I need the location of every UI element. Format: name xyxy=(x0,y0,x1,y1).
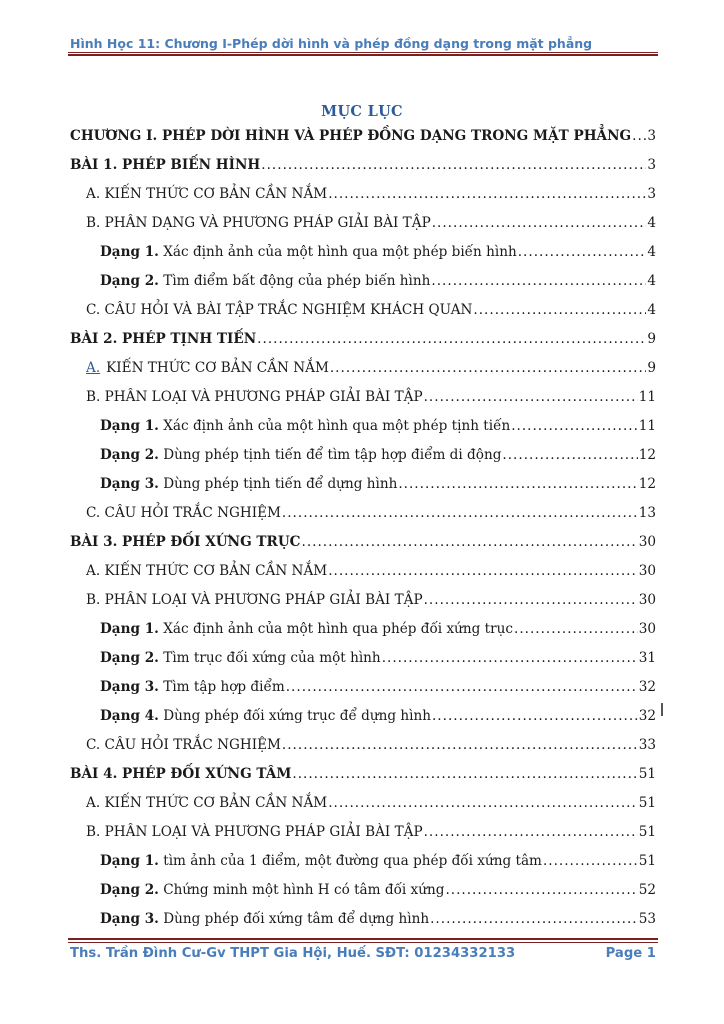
toc-entry-label xyxy=(100,441,501,470)
toc-entry[interactable] xyxy=(70,731,656,760)
toc-dot-leader xyxy=(445,876,637,905)
toc-dot-leader xyxy=(328,789,638,818)
toc-entry-text: A. KIẾN THỨC CƠ BẢN CẦN NẮM xyxy=(86,186,328,202)
toc-entry[interactable] xyxy=(70,325,656,354)
toc-entry-label xyxy=(86,383,423,412)
toc-dot-leader xyxy=(292,760,637,789)
toc-entry-page: 32 xyxy=(638,708,656,724)
toc-dot-leader xyxy=(330,354,646,383)
toc-entry[interactable] xyxy=(70,557,656,586)
toc-entry-page: 13 xyxy=(638,505,656,521)
toc-entry-page: 3 xyxy=(647,157,656,173)
toc-entry[interactable] xyxy=(70,789,656,818)
toc-dot-leader xyxy=(261,151,646,180)
toc-dot-leader xyxy=(518,238,647,267)
toc-entry[interactable] xyxy=(70,412,656,441)
toc-entry-page: 31 xyxy=(638,650,656,666)
toc-entry[interactable] xyxy=(70,644,656,673)
toc-entry-page: 11 xyxy=(638,389,656,405)
toc-entry-label xyxy=(86,499,281,528)
toc-dot-leader xyxy=(473,296,646,325)
toc-entry-prefix: Dạng 2. xyxy=(100,273,159,289)
toc-entry[interactable] xyxy=(70,818,656,847)
toc-entry-page: 30 xyxy=(638,621,656,637)
toc-entry-text: B. PHÂN LOẠI VÀ PHƯƠNG PHÁP GIẢI BÀI TẬP xyxy=(86,824,423,840)
toc-entry-text: A. KIẾN THỨC CƠ BẢN CẦN NẮM xyxy=(86,795,328,811)
toc-entry-prefix: Dạng 4. xyxy=(100,708,159,724)
toc-entry-page: 51 xyxy=(638,795,656,811)
toc-dot-leader xyxy=(432,209,647,238)
toc-entry-label xyxy=(86,586,423,615)
toc-dot-leader xyxy=(257,325,646,354)
toc-entry-text: B. PHÂN LOẠI VÀ PHƯƠNG PHÁP GIẢI BÀI TẬP xyxy=(86,592,423,608)
toc-entry-text: Tìm điểm bất động của phép biến hình xyxy=(163,273,431,289)
toc-entry[interactable] xyxy=(70,122,656,151)
toc-entry-text: BÀI 4. PHÉP ĐỐI XỨNG TÂM xyxy=(70,766,292,782)
toc-entry-text: B. PHÂN DẠNG VÀ PHƯƠNG PHÁP GIẢI BÀI TẬP xyxy=(86,215,431,231)
toc-entry-page: 4 xyxy=(647,273,656,289)
toc-entry-page: 4 xyxy=(647,302,656,318)
toc-entry[interactable] xyxy=(70,905,656,934)
toc-dot-leader xyxy=(543,847,638,876)
footer-rule-thick xyxy=(68,938,658,940)
toc-entry-label xyxy=(70,151,260,180)
toc-entry-page: 52 xyxy=(638,882,656,898)
toc-entry-page: 12 xyxy=(638,447,656,463)
margin-mark xyxy=(661,703,663,716)
toc-entry-text: Tìm tập hợp điểm xyxy=(163,679,285,695)
toc-entry-page: 32 xyxy=(638,679,656,695)
toc-entry-label xyxy=(100,702,431,731)
toc-entry[interactable] xyxy=(70,441,656,470)
toc-entry-prefix: Dạng 2. xyxy=(100,650,159,666)
toc-entry[interactable] xyxy=(70,673,656,702)
toc-entry-prefix: Dạng 2. xyxy=(100,882,159,898)
toc-entry-label xyxy=(100,847,542,876)
toc-entry[interactable] xyxy=(70,702,656,731)
toc-entry-text: C. CÂU HỎI TRẮC NGHIỆM xyxy=(86,737,281,753)
toc-entry[interactable] xyxy=(70,847,656,876)
toc-entry-label xyxy=(70,325,256,354)
toc-entry-text: CHƯƠNG I. PHÉP DỜI HÌNH VÀ PHÉP ĐỒNG DẠNG TRONG MẶT PHẲNG xyxy=(70,128,632,144)
toc-entry-label xyxy=(100,412,510,441)
toc-entry-label xyxy=(86,557,327,586)
footer-page-number: Page 1 xyxy=(605,946,656,961)
toc-dot-leader xyxy=(432,702,638,731)
table-of-contents xyxy=(70,122,656,934)
toc-dot-leader xyxy=(511,412,637,441)
toc-entry-text: Tìm trục đối xứng của một hình xyxy=(163,650,381,666)
toc-entry-link-prefix[interactable]: A. xyxy=(86,360,101,376)
toc-entry-page: 4 xyxy=(647,244,656,260)
toc-entry-label xyxy=(86,296,472,325)
toc-entry-label xyxy=(70,760,291,789)
toc-entry-text: KIẾN THỨC CƠ BẢN CẦN NẮM xyxy=(106,360,329,376)
toc-entry-page: 9 xyxy=(647,331,656,347)
toc-entry-label xyxy=(86,731,281,760)
header-rule-thick xyxy=(68,54,658,56)
toc-entry-page: 12 xyxy=(638,476,656,492)
toc-entry[interactable] xyxy=(70,267,656,296)
toc-entry-prefix: Dạng 3. xyxy=(100,476,159,492)
toc-entry-page: 30 xyxy=(638,592,656,608)
toc-entry-page: 33 xyxy=(638,737,656,753)
toc-entry[interactable] xyxy=(70,238,656,267)
toc-entry-text: C. CÂU HỎI TRẮC NGHIỆM xyxy=(86,505,281,521)
toc-entry[interactable] xyxy=(70,615,656,644)
toc-entry-text: Xác định ảnh của một hình qua phép đối xứng trục xyxy=(163,621,513,637)
toc-entry-label xyxy=(86,818,423,847)
toc-entry-text: C. CÂU HỎI VÀ BÀI TẬP TRẮC NGHIỆM KHÁCH QUAN xyxy=(86,302,473,318)
toc-entry-page: 4 xyxy=(647,215,656,231)
toc-entry[interactable] xyxy=(70,876,656,905)
toc-entry[interactable] xyxy=(70,383,656,412)
toc-entry-label xyxy=(86,180,327,209)
toc-entry-prefix: Dạng 1. xyxy=(100,244,159,260)
toc-entry-text: B. PHÂN LOẠI VÀ PHƯƠNG PHÁP GIẢI BÀI TẬP xyxy=(86,389,423,405)
toc-dot-leader xyxy=(302,528,638,557)
toc-entry-page: 3 xyxy=(647,186,656,202)
toc-entry-page: 30 xyxy=(638,534,656,550)
toc-entry[interactable] xyxy=(70,528,656,557)
toc-dot-leader xyxy=(328,180,646,209)
toc-dot-leader xyxy=(424,818,638,847)
toc-entry[interactable] xyxy=(70,209,656,238)
toc-entry-label xyxy=(86,789,327,818)
toc-dot-leader xyxy=(502,441,637,470)
toc-entry-label xyxy=(100,238,517,267)
toc-entry[interactable] xyxy=(70,760,656,789)
toc-entry[interactable] xyxy=(70,470,656,499)
toc-entry-prefix: Dạng 3. xyxy=(100,911,159,927)
toc-dot-leader xyxy=(430,905,638,934)
toc-dot-leader xyxy=(514,615,638,644)
toc-entry[interactable] xyxy=(70,180,656,209)
toc-dot-leader xyxy=(424,586,638,615)
toc-entry-page: 9 xyxy=(647,360,656,376)
toc-entry-page: 11 xyxy=(638,418,656,434)
toc-entry-prefix: Dạng 1. xyxy=(100,621,159,637)
toc-entry-prefix: Dạng 2. xyxy=(100,447,159,463)
toc-entry-label xyxy=(100,267,430,296)
toc-entry-text: tìm ảnh của 1 điểm, một đường qua phép đối xứng tâm xyxy=(163,853,542,869)
toc-entry[interactable] xyxy=(70,151,656,180)
toc-entry-label xyxy=(100,615,513,644)
footer-rule-thin xyxy=(68,942,658,943)
toc-dot-leader xyxy=(328,557,638,586)
toc-entry-prefix: Dạng 3. xyxy=(100,679,159,695)
toc-entry-text: Dùng phép đối xứng tâm để dựng hình xyxy=(163,911,430,927)
toc-dot-leader xyxy=(286,673,638,702)
toc-dot-leader xyxy=(282,499,638,528)
toc-entry[interactable] xyxy=(70,499,656,528)
toc-entry-text: Xác định ảnh của một hình qua một phép biến hình xyxy=(163,244,517,260)
toc-entry-text: A. KIẾN THỨC CƠ BẢN CẦN NẮM xyxy=(86,563,328,579)
toc-dot-leader xyxy=(382,644,638,673)
toc-entry-prefix: Dạng 1. xyxy=(100,418,159,434)
toc-entry-label xyxy=(86,354,329,383)
toc-entry-label xyxy=(100,876,444,905)
toc-entry-page: 53 xyxy=(638,911,656,927)
toc-entry-page: 51 xyxy=(638,824,656,840)
toc-entry-page: 51 xyxy=(638,853,656,869)
footer-author: Ths. Trần Đình Cư-Gv THPT Gia Hội, Huế. SĐT: 01234332133 xyxy=(70,946,516,961)
toc-entry-page: 30 xyxy=(638,563,656,579)
toc-title: MỤC LỤC xyxy=(321,103,403,120)
toc-entry[interactable] xyxy=(70,586,656,615)
toc-entry-text: Dùng phép tịnh tiến để tìm tập hợp điểm di động xyxy=(163,447,502,463)
toc-dot-leader xyxy=(431,267,646,296)
toc-dot-leader xyxy=(282,731,638,760)
toc-entry-text: BÀI 1. PHÉP BIẾN HÌNH xyxy=(70,157,261,173)
toc-dot-leader xyxy=(398,470,637,499)
running-header: Hình Học 11: Chương I-Phép dời hình và phép đồng dạng trong mặt phẳng xyxy=(70,36,593,51)
toc-entry-text: Dùng phép đối xứng trục để dựng hình xyxy=(163,708,431,724)
toc-entry-page: 3 xyxy=(647,128,656,144)
toc-entry-label xyxy=(100,905,429,934)
toc-entry-text: BÀI 3. PHÉP ĐỐI XỨNG TRỤC xyxy=(70,534,301,550)
toc-entry-text: Xác định ảnh của một hình qua một phép tịnh tiến xyxy=(163,418,511,434)
toc-entry-label xyxy=(70,122,631,151)
toc-entry-prefix: Dạng 1. xyxy=(100,853,159,869)
toc-dot-leader xyxy=(632,122,646,151)
toc-entry-label xyxy=(100,470,397,499)
toc-dot-leader xyxy=(424,383,638,412)
toc-entry-label xyxy=(100,644,381,673)
toc-entry-text: Chứng minh một hình H có tâm đối xứng xyxy=(163,882,445,898)
toc-entry-label xyxy=(70,528,301,557)
toc-entry-label xyxy=(86,209,431,238)
toc-entry-label xyxy=(100,673,285,702)
toc-entry-text: BÀI 2. PHÉP TỊNH TIẾN xyxy=(70,331,257,347)
header-rule-thin xyxy=(68,52,658,53)
toc-entry-text: Dùng phép tịnh tiến để dựng hình xyxy=(163,476,398,492)
toc-entry[interactable] xyxy=(70,296,656,325)
toc-entry[interactable] xyxy=(70,354,656,383)
toc-entry-page: 51 xyxy=(638,766,656,782)
